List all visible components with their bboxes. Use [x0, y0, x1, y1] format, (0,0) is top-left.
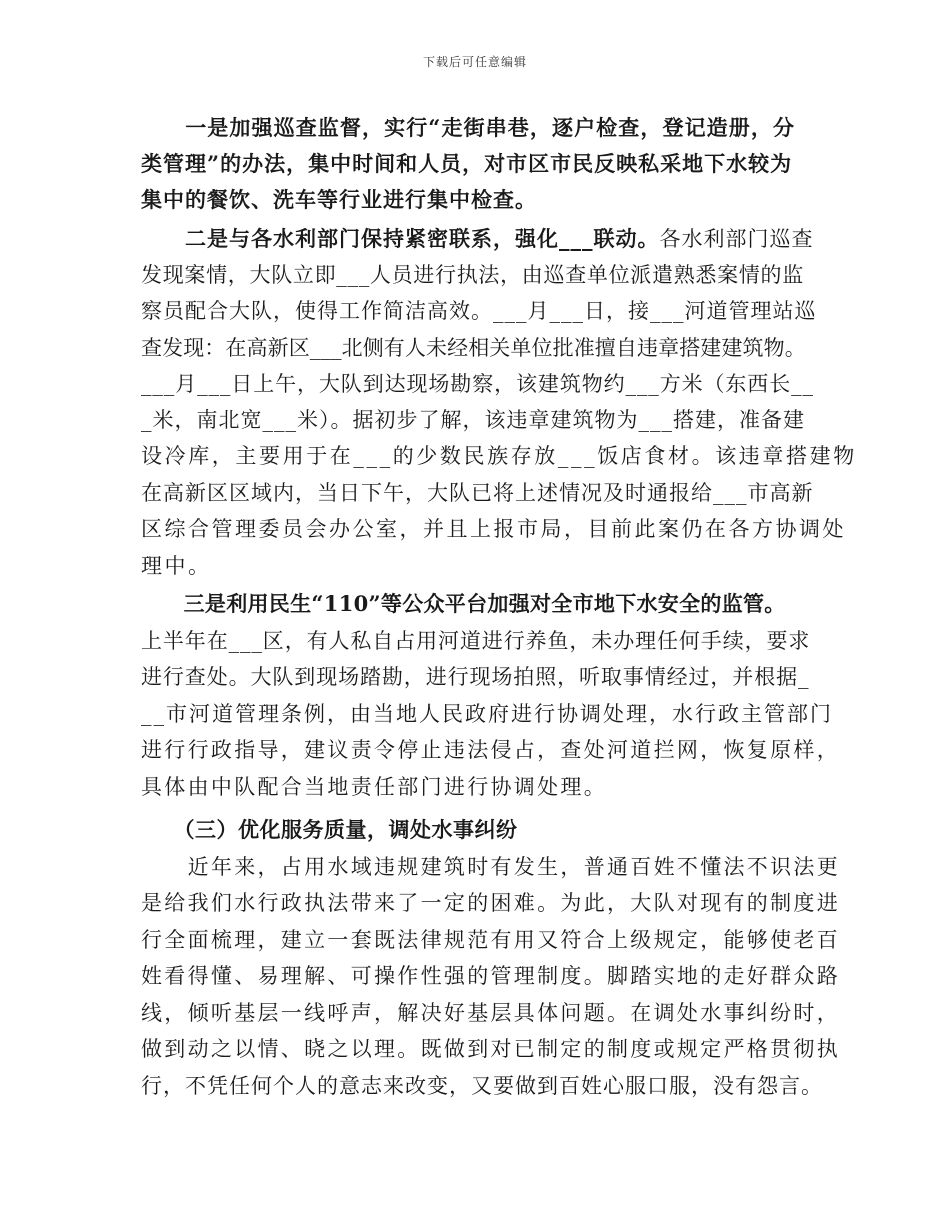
line-text: 近年来，占用水域违规建筑时有发生，普通百姓不懂法不识法更 — [141, 855, 840, 879]
line-text: 行全面梳理，建立一套既法律规范有用又符合上级规定，能够使老百 — [141, 928, 840, 952]
text-line — [141, 623, 810, 659]
line-text: 类管理”的办法，集中时间和人员，对市区市民反映私采地下水较为 — [141, 151, 793, 176]
text-line — [141, 366, 814, 402]
line-text: 上半年在___区，有人私自占用河道进行养鱼，未办理任何手续，要求 — [141, 629, 811, 653]
line-text: _米，南北宽___米）。据初步了解，该违章建筑物为___搭建，准备建 — [141, 408, 805, 432]
line-text: 进行行政指导，建议责令停止违法侵占，查处河道拦网，恢复原样， — [141, 738, 840, 762]
line-text: 线，倾听基层一线呼声，解决好基层具体问题。在调处水事纠纷时， — [141, 1001, 840, 1025]
line-text: 二是与各水利部门保持紧密联系，强化___联动。 — [141, 226, 660, 251]
text-line — [141, 1031, 840, 1067]
text-line — [141, 849, 840, 885]
line-text: 做到动之以情、晓之以理。既做到对已制定的制度或规定严格贯彻执 — [141, 1037, 840, 1061]
text-line — [141, 659, 809, 695]
text-line — [141, 958, 840, 994]
text-line — [141, 330, 806, 366]
text-line — [141, 221, 814, 257]
line-text: 在高新区区域内，当日下午，大队已将上述情况及时通报给___市高新 — [141, 481, 814, 505]
text-line — [141, 293, 817, 329]
line-text: 设冷库，主要用于在___的少数民族存放___饭店食材。该违章搭建物 — [141, 444, 857, 468]
text-line — [141, 812, 518, 848]
line-text: 查发现：在高新区___北侧有人未经相关单位批准擅自违章搭建建筑物。 — [141, 336, 806, 360]
text-line — [141, 885, 840, 921]
text-line — [141, 511, 846, 547]
text-line — [141, 257, 804, 293]
line-text: 一是加强巡查监督，实行“走街串巷，逐户检查，登记造册，分 — [141, 115, 796, 140]
line-text: 发现案情，大队立即___人员进行执法，由巡查单位派遣熟悉案情的监 — [141, 263, 804, 287]
line-text: 行，不凭任何个人的意志来改变，又要做到百姓心服口服，没有怨言。 — [141, 1074, 823, 1098]
line-text: 具体由中队配合当地责任部门进行协调处理。 — [141, 775, 607, 799]
text-line — [141, 110, 795, 146]
text-line — [141, 548, 212, 584]
text-line — [141, 696, 833, 732]
line-text: 集中的餐饮、洗车等行业进行集中检查。 — [141, 187, 537, 212]
line-text: 三是利用民生“110”等公众平台加强对全市地下水安全的监管。 — [141, 591, 786, 616]
text-line — [141, 586, 786, 622]
text-line — [141, 995, 840, 1031]
text-line — [141, 146, 792, 182]
line-tail-text: 各水利部门巡查 — [659, 227, 814, 251]
line-text: 姓看得懂、易理解、可操作性强的管理制度。脚踏实地的走好群众路 — [141, 964, 840, 988]
text-line — [141, 438, 857, 474]
text-line — [141, 769, 607, 805]
line-text: 进行查处。大队到现场踏勘，进行现场拍照，听取事情经过，并根据_ — [141, 665, 810, 689]
line-text: ___月___日上午，大队到达现场勘察，该建筑物约___方米（东西长__ — [141, 372, 814, 396]
text-line — [141, 475, 814, 511]
line-text: 理中。 — [141, 554, 212, 578]
line-text: 区综合管理委员会办公室，并且上报市局，目前此案仍在各方协调处 — [141, 517, 846, 541]
text-line — [141, 182, 537, 218]
page-header: 下载后可任意编辑 — [422, 55, 527, 69]
text-line — [141, 1068, 823, 1104]
line-text: 是给我们水行政执法带来了一定的困难。为此，大队对现有的制度进 — [141, 891, 840, 915]
text-line — [141, 732, 840, 768]
line-text: （三）优化服务质量，调处水事纠纷 — [141, 817, 518, 842]
text-line — [141, 402, 805, 438]
line-text: 察员配合大队，使得工作简洁高效。___月___日，接___河道管理站巡 — [141, 299, 817, 323]
line-text: __市河道管理条例，由当地人民政府进行协调处理，水行政主管部门 — [141, 702, 833, 726]
text-line — [141, 922, 840, 958]
